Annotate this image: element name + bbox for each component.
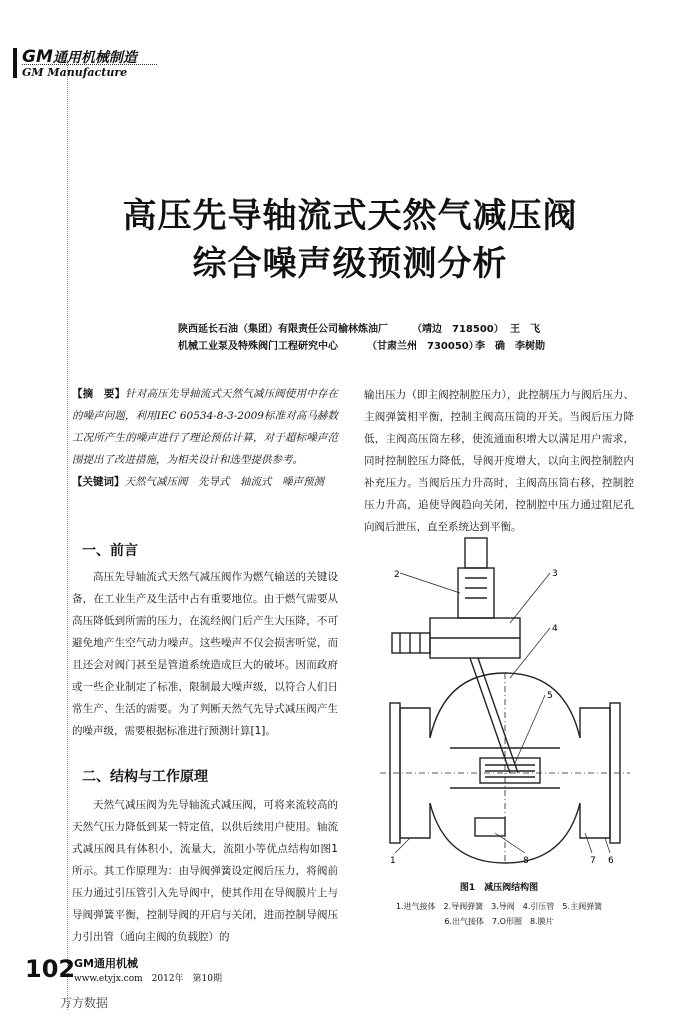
- journal-brand-prefix: GM: [22, 47, 53, 67]
- figure-legend: [364, 899, 634, 929]
- keywords-label: 【关键词】: [72, 476, 125, 488]
- callout-6: 6: [608, 856, 614, 866]
- keywords-text: 天然气减压阀 先导式 轴流式 噪声预测: [124, 476, 324, 488]
- footer-brand: GM通用机械: [74, 957, 138, 970]
- section-heading-intro: 一、前言: [82, 543, 138, 559]
- callout-3: 3: [552, 569, 558, 579]
- author-location-1: （靖边 718500）: [412, 324, 504, 335]
- author-names-2: 李 确 李树勋: [475, 341, 545, 352]
- abstract-label: 【摘 要】: [72, 388, 126, 400]
- abstract: [72, 383, 338, 493]
- footer-url-issue: www.etyjx.com 2012年 第10期: [74, 974, 223, 984]
- header-divider: [22, 64, 157, 65]
- author-affiliation-2: 机械工业泵及特殊阀门工程研究中心: [178, 341, 338, 352]
- right-column-paragraph: 输出压力（即主阀控制腔压力），此控制压力与阀后压力、主阀弹簧相平衡，控制主阀高压筒的开关。当阀后压力降低，主阀高压筒左移，使流通面积增大以满足用户需求，同时控制腔压力降低，导阀开度增大，以向主阀控制腔内补充压力。当阀后压力升高时，主阀高压筒右移，控制腔压力升高，追使导阀趋向关闭，控制腔中压力通过阻尼孔向阀后泄压，直至系统达到平衡。: [364, 389, 634, 533]
- figure-legend-line2: 6.出气接体 7.O形圈 8.膜片: [444, 917, 554, 926]
- page-title-line1: 高压先导轴流式天然气减压阀: [122, 196, 578, 236]
- watermark: 万方数据: [60, 996, 109, 1010]
- journal-brand-en: GM Manufacture: [22, 66, 128, 79]
- callout-1: 1: [390, 856, 396, 866]
- callout-8: 8: [523, 856, 529, 866]
- valve-structure-figure: [370, 533, 640, 878]
- valve-drawing: [380, 538, 630, 863]
- section-heading-structure: 二、结构与工作原理: [82, 769, 208, 785]
- page-title-line2: 综合噪声级预测分析: [192, 244, 508, 284]
- figure-legend-line1: 1.进气接体 2.导阀弹簧 3.导阀 4.引压管 5.主阀弹簧: [395, 902, 603, 911]
- author-affiliation-1: 陕西延长石油（集团）有限责任公司榆林炼油厂: [178, 324, 388, 335]
- abstract-text: 针对高压先导轴流式天然气减压阀使用中存在的噪声问题，利用IEC 60534-8-3-2009标准对高马赫数工况所产生的噪声进行了理论预估计算，对于超标噪声范围提出了改进措施，为相关设计和选型提供参考。: [72, 388, 339, 466]
- brand-bar: [13, 48, 17, 78]
- callout-2: 2: [394, 570, 400, 580]
- page-number: 102: [25, 955, 76, 983]
- section-paragraph-structure: 天然气减压阀为先导轴流式减压阀，可将来流较高的天然气压力降低到某一特定值，以供后续用户使用。轴流式减压阀具有体积小，流量大，流阻小等优点结构如图1所示。其工作原理为：由导阀弹簧设定阀后压力，将阀前压力通过引压管引入先导阀中，使其作用在导阀膜片上与导阀弹簧平衡，控制导阀的开启与关闭，进而控制导阀压力引出管（通向主阀的负载腔）的: [72, 799, 338, 943]
- callout-5: 5: [547, 691, 553, 701]
- callout-7: 7: [590, 856, 596, 866]
- author-location-2: （甘肃兰州 730050）: [367, 341, 479, 352]
- callout-4: 4: [552, 624, 558, 634]
- journal-brand-cn: 通用机械制造: [52, 50, 137, 66]
- figure-caption: 图1 减压阀结构图: [459, 883, 539, 893]
- author-names-1: 王 飞: [510, 324, 540, 335]
- section-paragraph-intro: 高压先导轴流式天然气减压阀作为燃气输送的关键设备，在工业生产及生活中占有重要地位。由于燃气需要从高压降低到所需的压力，在流经阀门后产生大压降，不可避免地产生空气动力噪声。这些噪声不仅会损害听觉，而且还会对阀门甚至是管道系统造成巨大的破坏。因而政府或一些企业制定了标准，限制最大噪声级，以符合人们日常生产、生活的需要。为了判断天然气先导式减压阀产生的噪声级，需要根据标准进行预测计算[1]。: [72, 571, 338, 737]
